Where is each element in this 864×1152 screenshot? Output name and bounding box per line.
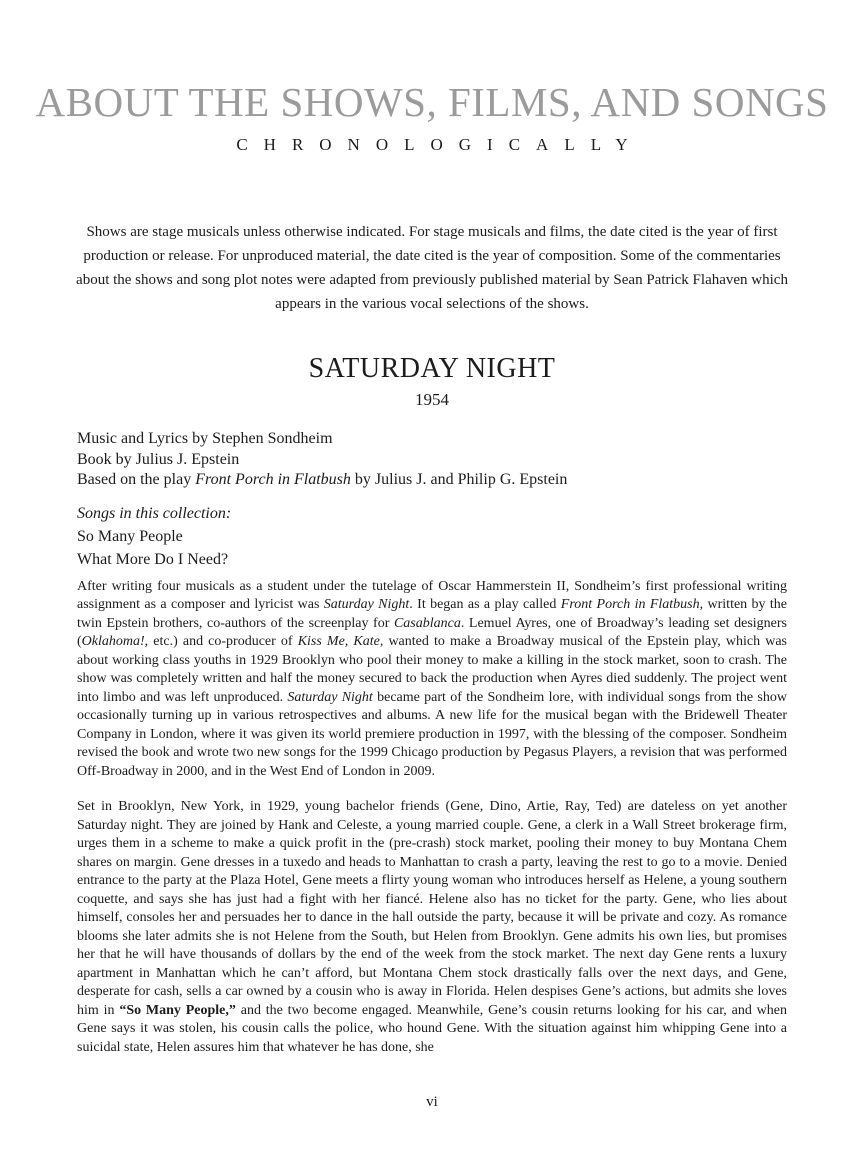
page-title: ABOUT THE SHOWS, FILMS, AND SONGS [35, 79, 829, 125]
show-history-paragraph: After writing four musicals as a student under the tutelage of Oscar Hammerstein II, Sondheim’s first professional writing assignment as a composer and lyricist was Saturday Night. It began as a play called Front Porch in Flatbush, written by the twin Epstein brothers, co-authors of the screenplay for Casablanca. Lemuel Ayres, one of Broadway’s leading set designers (Oklahoma!, etc.) and co-producer of Kiss Me, Kate, wanted to make a Broadway musical of the Epstein play, which was about working class youths in 1929 Brooklyn who pool their money to make a killing in the stock market, soon to crash. The show was completely written and half the money secured to back the production when Ayres died suddenly. The project went into limbo and was left unproduced. Saturday Night became part of the Sondheim lore, with individual songs from the show occasionally turning up in various retrospectives and albums. A new life for the musical began with the Bridewell Theater Company in London, where it was given its world premiere production in 1997, with the blessing of the composer. Sondheim revised the book and wrote two new songs for the 1999 Chicago production by Pegasus Players, a revision that was performed Off-Broadway in 2000, and in the West End of London in 2009. [77, 578, 788, 779]
credit-line-book: Book by Julius J. Epstein [77, 450, 240, 468]
show-content [0, 429, 864, 1057]
page-subtitle: CHRONOLOGICALLY [236, 135, 644, 154]
credit-line-based-on: Based on the play Front Porch in Flatbush by Julius J. and Philip G. Epstein [77, 471, 568, 488]
page-footer [0, 1094, 864, 1111]
show-year: 1954 [415, 390, 449, 409]
show-synopsis-paragraph: Set in Brooklyn, New York, in 1929, young bachelor friends (Gene, Dino, Artie, Ray, Ted) are dateless on yet another Saturday night. They are joined by Hank and Celeste, a young married couple. Gene, a clerk in a Wall Street brokerage firm, urges them in a scheme to make a quick profit in the (pre-crash) stock market, pooling their money to buy Montana Chem shares on margin. Gene dresses in a tuxedo and heads to Manhattan to crash a party, leaving the rest to go to a movie. Denied entrance to the party at the Plaza Hotel, Gene meets a flirty young woman who introduces herself as Helene, a young southern coquette, and says she has just had a fight with her fiancé. Helene also has no ticket for the party. Gene, who lies about himself, consoles her and persuades her to dance in the hall outside the party, because it will be private and cozy. As romance blooms she later admits she is not Helene from the South, but Helen from Brooklyn. Gene admits his own lies, but promises her that he will have thousands of dollars by the end of the week from the stock market. The next day Gene rents a luxury apartment in Manhattan which he can’t afford, but Montana Chem stock drastically falls over the next days, and Gene, desperate for cash, sells a car owned by a cousin who is away in Florida. Helen despises Gene’s actions, but admits she loves him in “So Many People,” and the two become engaged. Meanwhile, Gene’s cousin returns looking for his car, and when Gene says it was stolen, his cousin calls the police, who hound Gene. With the situation against him whipping Gene into a suicidal state, Helen assures him that whatever he has done, she [77, 799, 787, 1055]
intro-note: Shows are stage musicals unless otherwise indicated. For stage musicals and films, the date cited is the year of first production or release. For unproduced material, the date cited is the year of composition. Some of the commentaries about the shows and song plot notes were adapted from previously published material by Sean Patrick Flahaven which appears in the various vocal selections of the shows. [76, 224, 788, 312]
song-title: What More Do I Need? [77, 550, 229, 568]
show-title: SATURDAY NIGHT [308, 353, 556, 384]
songs-block [77, 502, 787, 571]
songs-header: Songs in this collection: [77, 504, 232, 522]
page-header [0, 0, 864, 156]
song-title: So Many People [77, 527, 183, 545]
show-section [0, 352, 864, 1057]
credits-block [77, 429, 787, 491]
page-number: vi [426, 1094, 438, 1110]
credit-line-music-lyrics: Music and Lyrics by Stephen Sondheim [77, 430, 333, 447]
